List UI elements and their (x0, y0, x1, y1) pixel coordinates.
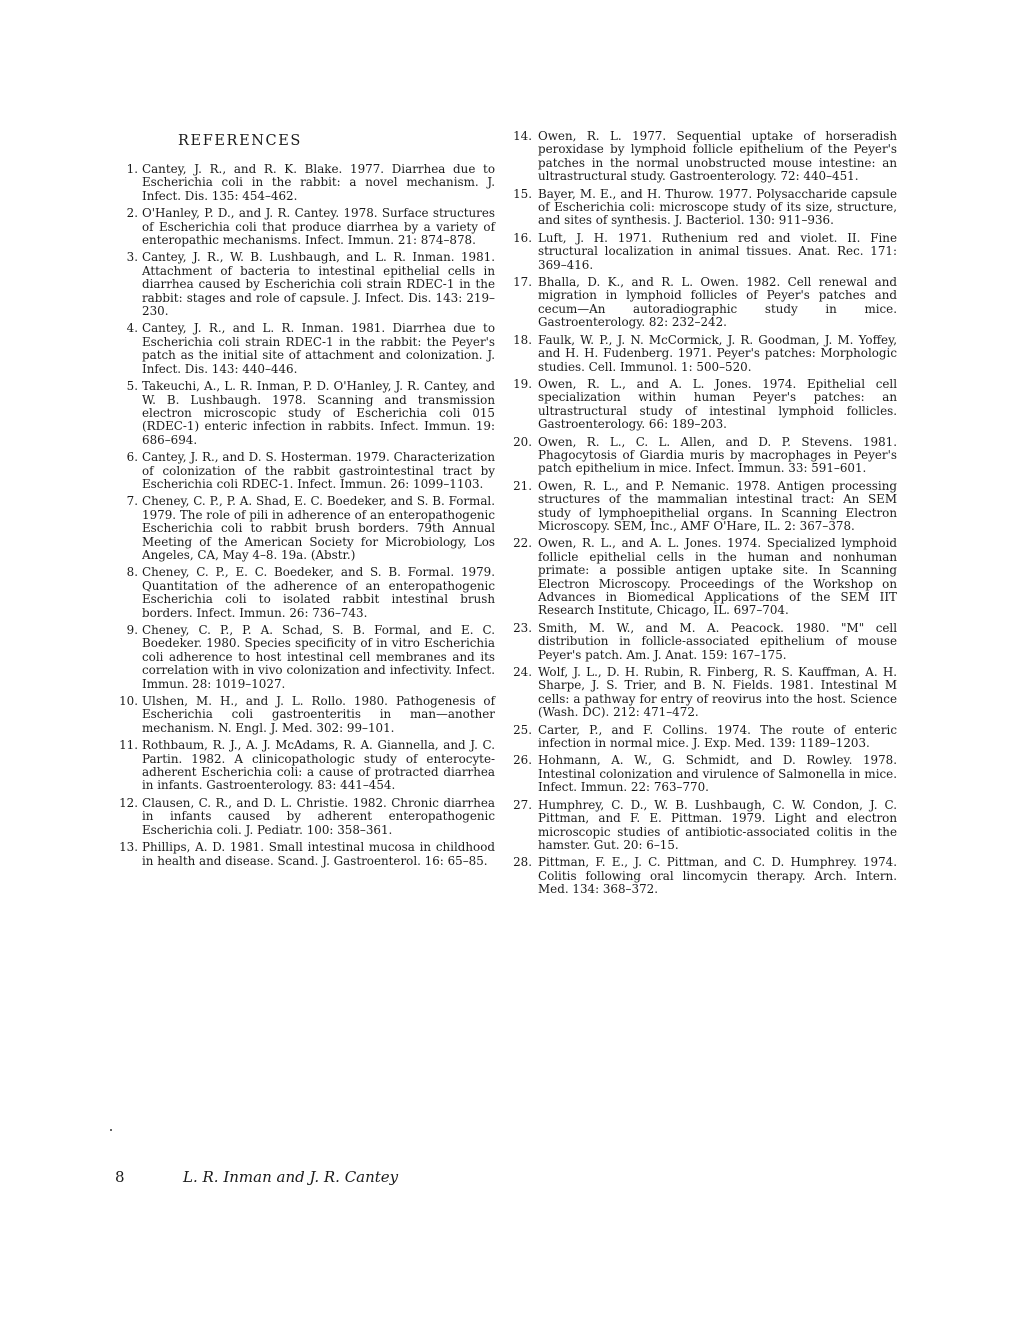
reference-number: 24 . (512, 666, 532, 679)
reference-item (512, 622, 897, 662)
reference-item (118, 380, 495, 447)
reference-text: Luft, J. H. 1971. Ruthenium red and violet. II. Fine structural localization in animal tissues. Anat. Rec. 171: 369–416. (538, 230, 897, 272)
reference-text: Owen, R. L., and A. L. Jones. 1974. Specialized lymphoid follicle epithelial cells in the human and nonhuman primate: a possible antigen uptake site. In Scanning Electron Microscopy. Proceedings of the Workshop on Advances in Biomedical Applications of the SEM IIT Research Institute, Chicago, IL. 697–704. (538, 536, 897, 618)
running-footer-authors: L. R. Inman and J. R. Cantey (183, 1168, 399, 1186)
reference-item (118, 322, 495, 376)
reference-text: Cheney, C. P., E. C. Boedeker, and S. B. Formal. 1979. Quantitation of the adherence of an enteropathogenic Escherichia coli to isolated rabbit intestinal brush borders. Infect. Immun. 26: 736–743. (142, 565, 495, 620)
reference-item (118, 739, 495, 793)
reference-text: Cantey, J. R., W. B. Lushbaugh, and L. R. Inman. 1981. Attachment of bacteria to intestinal epithelial cells in diarrhea caused by Escherichia coli strain RDEC-1 in the rabbit: stages and role of capsule. J. Infect. Dis. 143: 219–230. (142, 250, 495, 319)
reference-number: 16 . (512, 232, 532, 245)
reference-text: Ulshen, M. H., and J. L. Rollo. 1980. Pathogenesis of Escherichia coli gastroenteritis in man—another mechanism. N. Engl. J. Med. 302: 99–101. (142, 694, 495, 735)
reference-item (512, 188, 897, 228)
reference-item (512, 276, 897, 330)
reference-text: Pittman, F. E., J. C. Pittman, and C. D. Humphrey. 1974. Colitis following oral lincomycin therapy. Arch. Intern. Med. 134: 368–372. (538, 855, 897, 897)
reference-number: 12 . (118, 797, 138, 810)
left-column (118, 133, 495, 872)
reference-number: 17 . (512, 276, 532, 289)
reference-number: 11 . (118, 739, 138, 752)
reference-number: 8 . (118, 566, 138, 579)
reference-text: Carter, P., and F. Collins. 1974. The route of enteric infection in normal mice. J. Exp. Med. 139: 1189–1203. (538, 722, 897, 751)
reference-text: Cantey, J. R., and R. K. Blake. 1977. Diarrhea due to Escherichia coli in the rabbit: a novel mechanism. J. Infect. Dis. 135: 454–462. (142, 162, 495, 203)
references-list-right (512, 130, 897, 897)
reference-text: Cantey, J. R., and D. S. Hosterman. 1979. Characterization of colonization of the rabbit gastrointestinal tract by Escherichia coli RDEC-1. Infect. Immun. 26: 1099–1103. (142, 450, 495, 491)
reference-text: Cheney, C. P., P. A. Shad, E. C. Boedeker, and S. B. Formal. 1979. The role of pili in adherence of an enteropathogenic Escherichia coli to rabbit brush borders. 79th Annual Meeting of the American Society for Microbiology, Los Angeles, CA, May 4–8. 19a. (Abstr.) (142, 494, 495, 562)
references-heading: REFERENCES (178, 133, 302, 149)
reference-number: 28 . (512, 856, 532, 869)
reference-item (512, 130, 897, 184)
reference-text: Hohmann, A. W., G. Schmidt, and D. Rowley. 1978. Intestinal colonization and virulence of Salmonella in mice. Infect. Immun. 22: 763–770. (538, 753, 897, 795)
reference-text: Humphrey, C. D., W. B. Lushbaugh, C. W. Condon, J. C. Pittman, and F. E. Pittman. 1979. Light and electron microscopic studies of antibiotic-associated colitis in the hamster. Gut. 20: 6–15. (538, 797, 897, 852)
reference-number: 18 . (512, 334, 532, 347)
reference-number: 6 . (118, 451, 138, 464)
reference-number: 9 . (118, 624, 138, 637)
reference-text: Smith, M. W., and M. A. Peacock. 1980. "M" cell distribution in follicle-associated epithelium of mouse Peyer's patch. Am. J. Anat. 159: 167–175. (538, 620, 897, 662)
reference-item (118, 624, 495, 691)
reference-number: 23 . (512, 622, 532, 635)
reference-number: 27 . (512, 799, 532, 812)
reference-item (512, 537, 897, 617)
reference-item (118, 163, 495, 203)
reference-text: Owen, R. L. 1977. Sequential uptake of horseradish peroxidase by lymphoid follicle epithelium of the Peyer's patches in the normal unobstructed mouse intestine: an ultrastructural study. Gastroenterology. 72: 440–451. (538, 129, 897, 184)
reference-text: Owen, R. L., and P. Nemanic. 1978. Antigen processing structures of the mammalian intestinal tract: An SEM study of lymphoepithelial organs. In Scanning Electron Microscopy. SEM, Inc., AMF O'Hare, IL. 2: 367–378. (538, 478, 897, 533)
reference-item (118, 797, 495, 837)
reference-text: Bayer, M. E., and H. Thurow. 1977. Polysaccharide capsule of Escherichia coli: microscope study of its size, structure, and sites of synthesis. J. Bacteriol. 130: 911–936. (538, 186, 897, 228)
reference-number: 19 . (512, 378, 532, 391)
reference-number: 2 . (118, 207, 138, 220)
reference-number: 4 . (118, 322, 138, 335)
reference-text: Owen, R. L., and A. L. Jones. 1974. Epithelial cell specialization within human Peyer's patches: an ultrastructural study of intestinal lymphoid follicles. Gastroenterology. 66: 189–203. (538, 376, 897, 432)
reference-number: 14 . (512, 130, 532, 143)
reference-number: 1 . (118, 163, 138, 176)
reference-item (118, 207, 495, 247)
references-list-left (118, 163, 495, 868)
reference-text: Cantey, J. R., and L. R. Inman. 1981. Diarrhea due to Escherichia coli strain RDEC-1 in the rabbit: the Peyer's patch as the initial site of attachment and colonization. J. Infect. Dis. 143: 440–446. (142, 321, 495, 376)
page-number: 8 (115, 1168, 125, 1186)
reference-number: 13 . (118, 841, 138, 854)
reference-number: 10 . (118, 695, 138, 708)
reference-item (512, 378, 897, 432)
reference-number: 22 . (512, 537, 532, 550)
right-column (512, 130, 897, 901)
reference-number: 5 . (118, 380, 138, 393)
reference-number: 3 . (118, 251, 138, 264)
reference-number: 25 . (512, 724, 532, 737)
reference-item (512, 754, 897, 794)
reference-item (512, 724, 897, 751)
reference-text: Cheney, C. P., P. A. Schad, S. B. Formal, and E. C. Boedeker. 1980. Species specificity of in vitro Escherichia coli adherence to host intestinal cell membranes and its correlation with in vivo colonization and infectivity. Infect. Immun. 28: 1019–1027. (142, 623, 495, 691)
reference-number: 20 . (512, 436, 532, 449)
reference-item (118, 841, 495, 868)
reference-item (118, 566, 495, 620)
reference-item (512, 480, 897, 534)
reference-item (118, 495, 495, 562)
reference-item (512, 436, 897, 476)
reference-text: Rothbaum, R. J., A. J. McAdams, R. A. Giannella, and J. C. Partin. 1982. A clinicopathologic study of enterocyte-adherent Escherichia coli: a cause of protracted diarrhea in infants. Gastroenterology. 83: 441–454. (142, 738, 495, 793)
reference-text: Wolf, J. L., D. H. Rubin, R. Finberg, R. S. Kauffman, A. H. Sharpe, J. S. Trier, and B. N. Fields. 1981. Intestinal M cells: a pathway for entry of reovirus into the host. Science (Wash. DC). 212: 471–472. (538, 665, 897, 720)
reference-text: Phillips, A. D. 1981. Small intestinal mucosa in childhood in health and disease. Scand. J. Gastroenterol. 16: 65–85. (142, 840, 495, 868)
reference-text: Faulk, W. P., J. N. McCormick, J. R. Goodman, J. M. Yoffey, and H. H. Fudenberg. 1971. Peyer's patches: Morphologic studies. Cell. Immunol. 1: 500–520. (538, 332, 897, 374)
reference-item (512, 666, 897, 720)
reference-text: Clausen, C. R., and D. L. Christie. 1982. Chronic diarrhea in infants caused by adherent enteropathogenic Escherichia coli. J. Pediatr. 100: 358–361. (142, 795, 495, 837)
reference-item (512, 232, 897, 272)
reference-item (512, 856, 897, 896)
reference-text: Owen, R. L., C. L. Allen, and D. P. Stevens. 1981. Phagocytosis of Giardia muris by macrophages in Peyer's patch epithelium in mice. Infect. Immun. 33: 591–601. (538, 434, 897, 476)
reference-item (512, 799, 897, 853)
reference-number: 21 . (512, 480, 532, 493)
reference-item (118, 451, 495, 491)
reference-number: 15 . (512, 188, 532, 201)
reference-text: Takeuchi, A., L. R. Inman, P. D. O'Hanley, J. R. Cantey, and W. B. Lushbaugh. 1978. Scanning and transmission electron microscopic study of Escherichia coli 015 (RDEC-1) enteric infection in rabbits. Infect. Immun. 19: 686–694. (142, 379, 495, 447)
reference-number: 26 . (512, 754, 532, 767)
reference-text: O'Hanley, P. D., and J. R. Cantey. 1978. Surface structures of Escherichia coli that produce diarrhea by a variety of enteropathic mechanisms. Infect. Immun. 21: 874–878. (142, 206, 495, 248)
reference-item (512, 334, 897, 374)
reference-item (118, 251, 495, 318)
reference-item (118, 695, 495, 735)
scan-speck (110, 1129, 112, 1131)
reference-number: 7 . (118, 495, 138, 508)
reference-text: Bhalla, D. K., and R. L. Owen. 1982. Cell renewal and migration in lymphoid follicles of Peyer's patches and cecum—An autoradiographic study in mice. Gastroenterology. 82: 232–242. (538, 275, 897, 330)
